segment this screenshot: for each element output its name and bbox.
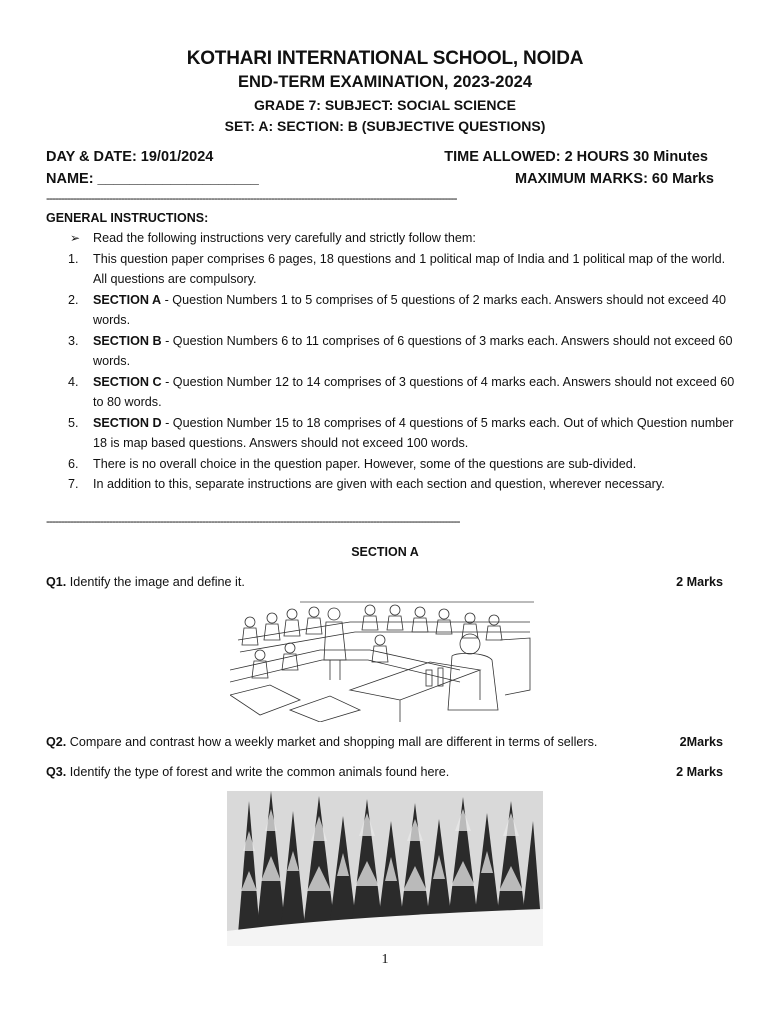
- instruction-number: 7.: [68, 477, 79, 491]
- question-2-marks: 2Marks: [679, 735, 723, 749]
- instructions-list: [46, 228, 736, 495]
- time-allowed: TIME ALLOWED: 2 HOURS 30 Minutes: [444, 149, 708, 165]
- instruction-item: [46, 249, 736, 290]
- instruction-item: [46, 413, 736, 454]
- coniferous-forest-image: [227, 791, 543, 946]
- set-section: SET: A: SECTION: B (SUBJECTIVE QUESTIONS): [224, 118, 546, 134]
- parliament-sketch-image: [230, 600, 534, 722]
- instruction-section-label: SECTION A: [93, 292, 162, 307]
- exam-title: END-TERM EXAMINATION, 2023-2024: [237, 73, 532, 91]
- instruction-item: [46, 290, 736, 331]
- instruction-text: - Question Numbers 1 to 5 comprises of 5 questions of 2 marks each. Answers should not exceed 40 words.: [93, 292, 727, 327]
- question-text: Identify the image and define it.: [66, 575, 245, 589]
- section-a-title: SECTION A: [351, 545, 419, 559]
- school-name: KOTHARI INTERNATIONAL SCHOOL, NOIDA: [186, 48, 584, 69]
- instruction-number: 2.: [68, 292, 79, 307]
- maximum-marks: MAXIMUM MARKS: 60 Marks: [515, 171, 714, 187]
- question-2: [46, 735, 597, 749]
- general-instructions-heading: GENERAL INSTRUCTIONS:: [46, 211, 209, 225]
- question-label: Q1.: [46, 575, 67, 589]
- name-field: NAME: ____________________: [46, 171, 259, 187]
- arrow-bullet-icon: ➢: [70, 231, 81, 245]
- instruction-number: 1.: [68, 251, 79, 266]
- instruction-intro-text: Read the following instructions very carefully and strictly follow them:: [93, 231, 476, 245]
- instruction-item: [46, 474, 736, 495]
- instruction-number: 6.: [68, 456, 79, 471]
- instruction-section-label: SECTION C: [93, 374, 162, 389]
- instruction-number: 4.: [68, 374, 79, 389]
- instruction-text: There is no overall choice in the question paper. However, some of the questions are sub-divided.: [93, 456, 637, 471]
- instruction-item: [46, 331, 736, 372]
- separator-top: -----------------------------------------------------------------------------------------------------------------------------------------: [46, 191, 457, 205]
- question-label: Q3.: [46, 765, 67, 779]
- question-text: Compare and contrast how a weekly market and shopping mall are different in terms of sellers.: [66, 735, 598, 749]
- day-date: DAY & DATE: 19/01/2024: [46, 149, 214, 165]
- question-3-marks: 2 Marks: [676, 765, 723, 779]
- instruction-text: This question paper comprises 6 pages, 18 questions and 1 political map of India and 1 political map of the world. All questions are compulsory.: [93, 251, 726, 286]
- grade-subject: GRADE 7: SUBJECT: SOCIAL SCIENCE: [254, 97, 516, 113]
- question-1: [46, 575, 245, 589]
- instruction-number: 5.: [68, 415, 79, 430]
- instruction-section-label: SECTION D: [93, 415, 162, 430]
- instruction-text: - Question Number 12 to 14 comprises of 3 questions of 4 marks each. Answers should not exceed 60 to 80 words.: [93, 374, 735, 409]
- instruction-text: - Question Number 15 to 18 comprises of 4 questions of 5 marks each. Out of which Question number 18 is map based questions. Answers should not exceed 100 words.: [93, 415, 734, 450]
- question-1-marks: 2 Marks: [676, 575, 723, 589]
- instruction-text: In addition to this, separate instructions are given with each section and question, wherever necessary.: [93, 477, 665, 491]
- separator-bottom: ------------------------------------------------------------------------------------------------------------------------------------------: [46, 514, 460, 528]
- instruction-section-label: SECTION B: [93, 333, 162, 348]
- instruction-number: 3.: [68, 333, 79, 348]
- instruction-item: [46, 372, 736, 413]
- page-number: 1: [381, 952, 389, 967]
- instruction-text: - Question Numbers 6 to 11 comprises of 6 questions of 3 marks each. Answers should not exceed 60 words.: [93, 333, 733, 368]
- question-3: [46, 765, 449, 779]
- instruction-intro: [46, 228, 736, 249]
- instruction-item: [46, 454, 736, 475]
- question-label: Q2.: [46, 735, 67, 749]
- question-text: Identify the type of forest and write the common animals found here.: [66, 765, 450, 779]
